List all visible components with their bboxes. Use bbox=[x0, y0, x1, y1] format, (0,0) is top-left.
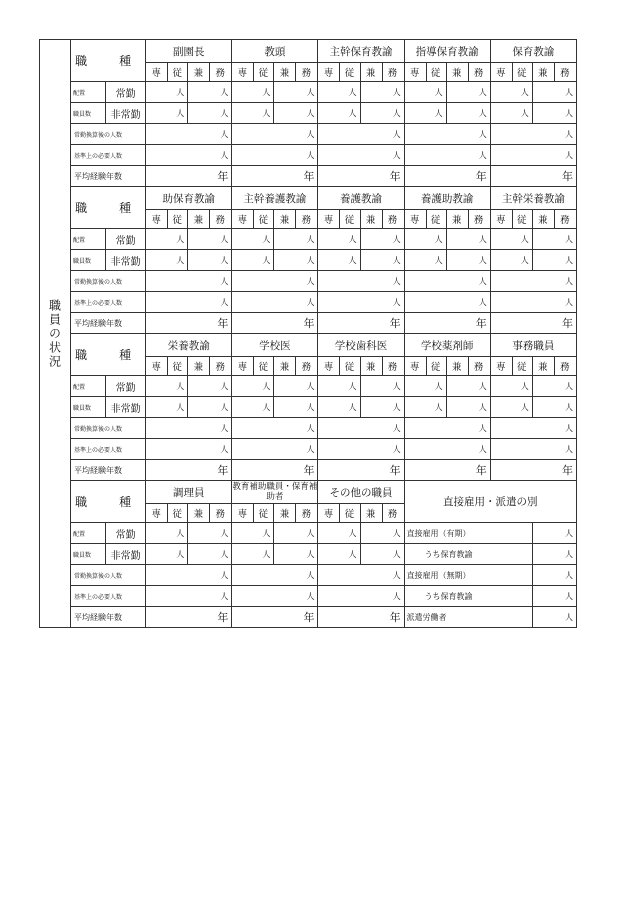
sub-header-sen: 専 bbox=[146, 504, 168, 523]
row-label-full-time: 常勤 bbox=[106, 82, 146, 103]
full-time-concurrent[interactable]: 人 bbox=[532, 376, 576, 397]
avg-years-value[interactable]: 年 bbox=[146, 166, 232, 187]
direct-employment-value[interactable]: 人 bbox=[532, 523, 576, 544]
required-value[interactable]: 人 bbox=[490, 292, 576, 313]
required-value[interactable]: 人 bbox=[232, 145, 318, 166]
staff-status-table bbox=[39, 39, 577, 628]
fte-value[interactable]: 人 bbox=[146, 271, 232, 292]
part-time-dedicated[interactable]: 人 bbox=[146, 103, 188, 124]
direct-employment-label: うち保育教諭 bbox=[404, 544, 532, 565]
sub-header-sen: 専 bbox=[146, 210, 168, 229]
fte-value[interactable]: 人 bbox=[318, 565, 404, 586]
avg-years-value[interactable]: 年 bbox=[232, 607, 318, 628]
sub-header-mu: 務 bbox=[468, 210, 490, 229]
sub-header-ken: 兼 bbox=[188, 210, 210, 229]
sub-header-ken: 兼 bbox=[360, 210, 382, 229]
sub-header-sen: 専 bbox=[404, 357, 426, 376]
sub-header-mu: 務 bbox=[210, 357, 232, 376]
row-label-part-time: 非常勤 bbox=[106, 544, 146, 565]
full-time-concurrent[interactable]: 人 bbox=[274, 523, 318, 544]
part-time-dedicated[interactable]: 人 bbox=[146, 250, 188, 271]
fte-value[interactable]: 人 bbox=[232, 565, 318, 586]
sub-header-sen: 専 bbox=[232, 357, 254, 376]
fte-value[interactable]: 人 bbox=[232, 271, 318, 292]
sub-header-mu: 務 bbox=[554, 357, 576, 376]
position-header: その他の職員 bbox=[318, 481, 404, 504]
fte-value[interactable]: 人 bbox=[146, 565, 232, 586]
required-value[interactable]: 人 bbox=[146, 292, 232, 313]
full-time-concurrent[interactable]: 人 bbox=[274, 229, 318, 250]
fte-value[interactable]: 人 bbox=[490, 124, 576, 145]
sub-header-ken: 兼 bbox=[188, 504, 210, 523]
sub-header-mu: 務 bbox=[554, 210, 576, 229]
part-time-concurrent[interactable]: 人 bbox=[360, 397, 404, 418]
row-label-full-time: 常勤 bbox=[106, 523, 146, 544]
required-value[interactable]: 人 bbox=[318, 145, 404, 166]
part-time-dedicated[interactable]: 人 bbox=[318, 103, 360, 124]
sub-header-ken: 兼 bbox=[274, 210, 296, 229]
sub-header-ken: 兼 bbox=[360, 63, 382, 82]
job-type-label: 職 種 bbox=[71, 481, 146, 523]
part-time-concurrent[interactable]: 人 bbox=[188, 544, 232, 565]
fte-value[interactable]: 人 bbox=[318, 271, 404, 292]
full-time-dedicated[interactable]: 人 bbox=[146, 376, 188, 397]
position-header: 養護教諭 bbox=[318, 187, 404, 210]
sub-header-ken: 兼 bbox=[274, 504, 296, 523]
sub-header-mu: 務 bbox=[210, 63, 232, 82]
sub-header-ju: 従 bbox=[426, 210, 446, 229]
fte-value[interactable]: 人 bbox=[146, 418, 232, 439]
row-label-required: 基準上の必要人数 bbox=[71, 586, 146, 607]
avg-years-value[interactable]: 年 bbox=[318, 313, 404, 334]
part-time-dedicated[interactable]: 人 bbox=[146, 397, 188, 418]
part-time-concurrent[interactable]: 人 bbox=[532, 397, 576, 418]
avg-years-value[interactable]: 年 bbox=[232, 166, 318, 187]
row-label-fte: 常勤換算後の人数 bbox=[71, 418, 146, 439]
row-label-part-time: 非常勤 bbox=[106, 103, 146, 124]
required-value[interactable]: 人 bbox=[146, 145, 232, 166]
sub-header-ju: 従 bbox=[254, 63, 274, 82]
sub-header-mu: 務 bbox=[296, 210, 318, 229]
part-time-concurrent[interactable]: 人 bbox=[188, 103, 232, 124]
full-time-concurrent[interactable]: 人 bbox=[188, 229, 232, 250]
full-time-concurrent[interactable]: 人 bbox=[446, 82, 490, 103]
part-time-concurrent[interactable]: 人 bbox=[360, 544, 404, 565]
part-time-dedicated[interactable]: 人 bbox=[404, 250, 446, 271]
part-time-concurrent[interactable]: 人 bbox=[532, 250, 576, 271]
avg-years-value[interactable]: 年 bbox=[318, 166, 404, 187]
avg-years-value[interactable]: 年 bbox=[490, 313, 576, 334]
part-time-dedicated[interactable]: 人 bbox=[490, 250, 532, 271]
required-value[interactable]: 人 bbox=[318, 586, 404, 607]
part-time-dedicated[interactable]: 人 bbox=[318, 544, 360, 565]
position-header: 主幹保育教諭 bbox=[318, 40, 404, 63]
full-time-dedicated[interactable]: 人 bbox=[404, 82, 446, 103]
required-value[interactable]: 人 bbox=[232, 292, 318, 313]
avg-years-value[interactable]: 年 bbox=[318, 460, 404, 481]
part-time-dedicated[interactable]: 人 bbox=[404, 103, 446, 124]
position-header: 教頭 bbox=[232, 40, 318, 63]
avg-years-value[interactable]: 年 bbox=[404, 313, 490, 334]
sub-header-ju: 従 bbox=[340, 210, 360, 229]
avg-years-value[interactable]: 年 bbox=[404, 460, 490, 481]
part-time-concurrent[interactable]: 人 bbox=[360, 250, 404, 271]
part-time-dedicated[interactable]: 人 bbox=[232, 250, 274, 271]
avg-years-value[interactable]: 年 bbox=[232, 313, 318, 334]
required-value[interactable]: 人 bbox=[232, 439, 318, 460]
sub-header-ken: 兼 bbox=[532, 210, 554, 229]
sub-header-sen: 専 bbox=[232, 210, 254, 229]
sub-header-ken: 兼 bbox=[188, 357, 210, 376]
row-label-fte: 常勤換算後の人数 bbox=[71, 271, 146, 292]
staff-count-label-haichi: 配置 bbox=[71, 376, 106, 397]
staff-count-label: 職員数 bbox=[71, 250, 106, 271]
job-type-label: 職 種 bbox=[71, 40, 146, 82]
job-type-label: 職 種 bbox=[71, 187, 146, 229]
staff-count-label-haichi: 配置 bbox=[71, 229, 106, 250]
full-time-dedicated[interactable]: 人 bbox=[318, 82, 360, 103]
row-label-required: 基準上の必要人数 bbox=[71, 145, 146, 166]
sub-header-ju: 従 bbox=[254, 357, 274, 376]
staff-count-label-haichi: 配置 bbox=[71, 82, 106, 103]
staff-count-label: 職員数 bbox=[71, 103, 106, 124]
fte-value[interactable]: 人 bbox=[232, 418, 318, 439]
sub-header-ju: 従 bbox=[512, 357, 532, 376]
sub-header-ju: 従 bbox=[426, 357, 446, 376]
part-time-concurrent[interactable]: 人 bbox=[532, 103, 576, 124]
required-value[interactable]: 人 bbox=[318, 292, 404, 313]
sub-header-sen: 専 bbox=[318, 63, 340, 82]
full-time-dedicated[interactable]: 人 bbox=[232, 229, 274, 250]
avg-years-value[interactable]: 年 bbox=[232, 460, 318, 481]
full-time-concurrent[interactable]: 人 bbox=[532, 82, 576, 103]
section-label: 職員の状況 bbox=[40, 40, 71, 628]
row-label-avg-years: 平均経験年数 bbox=[71, 607, 146, 628]
sub-header-mu: 務 bbox=[296, 357, 318, 376]
sub-header-mu: 務 bbox=[554, 63, 576, 82]
avg-years-value[interactable]: 年 bbox=[146, 460, 232, 481]
part-time-concurrent[interactable]: 人 bbox=[188, 250, 232, 271]
required-value[interactable]: 人 bbox=[490, 145, 576, 166]
part-time-dedicated[interactable]: 人 bbox=[404, 397, 446, 418]
part-time-concurrent[interactable]: 人 bbox=[446, 103, 490, 124]
sub-header-ken: 兼 bbox=[188, 63, 210, 82]
fte-value[interactable]: 人 bbox=[490, 418, 576, 439]
part-time-concurrent[interactable]: 人 bbox=[274, 544, 318, 565]
full-time-dedicated[interactable]: 人 bbox=[146, 523, 188, 544]
required-value[interactable]: 人 bbox=[404, 145, 490, 166]
sub-header-mu: 務 bbox=[468, 357, 490, 376]
fte-value[interactable]: 人 bbox=[318, 418, 404, 439]
required-value[interactable]: 人 bbox=[146, 439, 232, 460]
sub-header-sen: 専 bbox=[232, 63, 254, 82]
sub-header-mu: 務 bbox=[382, 357, 404, 376]
required-value[interactable]: 人 bbox=[232, 586, 318, 607]
sub-header-ken: 兼 bbox=[360, 504, 382, 523]
direct-employment-label: 直接雇用（有期） bbox=[404, 523, 532, 544]
sub-header-mu: 務 bbox=[468, 63, 490, 82]
position-header: 学校医 bbox=[232, 334, 318, 357]
full-time-concurrent[interactable]: 人 bbox=[188, 82, 232, 103]
position-header: 主幹養護教諭 bbox=[232, 187, 318, 210]
full-time-concurrent[interactable]: 人 bbox=[360, 229, 404, 250]
sub-header-ken: 兼 bbox=[532, 63, 554, 82]
sub-header-ju: 従 bbox=[340, 63, 360, 82]
sub-header-sen: 専 bbox=[318, 210, 340, 229]
fte-value[interactable]: 人 bbox=[318, 124, 404, 145]
sub-header-sen: 専 bbox=[318, 357, 340, 376]
full-time-dedicated[interactable]: 人 bbox=[232, 82, 274, 103]
sub-header-mu: 務 bbox=[296, 504, 318, 523]
position-header: 学校薬剤師 bbox=[404, 334, 490, 357]
full-time-dedicated[interactable]: 人 bbox=[232, 523, 274, 544]
row-label-full-time: 常勤 bbox=[106, 229, 146, 250]
full-time-dedicated[interactable]: 人 bbox=[318, 229, 360, 250]
position-header: 指導保育教諭 bbox=[404, 40, 490, 63]
sub-header-ken: 兼 bbox=[446, 210, 468, 229]
sub-header-sen: 専 bbox=[404, 210, 426, 229]
full-time-dedicated[interactable]: 人 bbox=[146, 82, 188, 103]
sub-header-mu: 務 bbox=[382, 63, 404, 82]
full-time-concurrent[interactable]: 人 bbox=[360, 82, 404, 103]
staff-count-label: 職員数 bbox=[71, 544, 106, 565]
sub-header-mu: 務 bbox=[296, 63, 318, 82]
sub-header-sen: 専 bbox=[404, 63, 426, 82]
row-label-required: 基準上の必要人数 bbox=[71, 439, 146, 460]
full-time-dedicated[interactable]: 人 bbox=[232, 376, 274, 397]
full-time-dedicated[interactable]: 人 bbox=[490, 376, 532, 397]
avg-years-value[interactable]: 年 bbox=[490, 166, 576, 187]
row-label-part-time: 非常勤 bbox=[106, 250, 146, 271]
sub-header-sen: 専 bbox=[232, 504, 254, 523]
avg-years-value[interactable]: 年 bbox=[404, 166, 490, 187]
sub-header-ken: 兼 bbox=[446, 357, 468, 376]
row-label-avg-years: 平均経験年数 bbox=[71, 313, 146, 334]
avg-years-value[interactable]: 年 bbox=[318, 607, 404, 628]
sub-header-mu: 務 bbox=[210, 210, 232, 229]
full-time-dedicated[interactable]: 人 bbox=[404, 376, 446, 397]
fte-value[interactable]: 人 bbox=[490, 271, 576, 292]
full-time-concurrent[interactable]: 人 bbox=[274, 376, 318, 397]
required-value[interactable]: 人 bbox=[146, 586, 232, 607]
sub-header-ju: 従 bbox=[168, 63, 188, 82]
required-value[interactable]: 人 bbox=[318, 439, 404, 460]
sub-header-sen: 専 bbox=[490, 63, 512, 82]
required-value[interactable]: 人 bbox=[490, 439, 576, 460]
full-time-concurrent[interactable]: 人 bbox=[274, 82, 318, 103]
row-label-full-time: 常勤 bbox=[106, 376, 146, 397]
avg-years-value[interactable]: 年 bbox=[490, 460, 576, 481]
part-time-dedicated[interactable]: 人 bbox=[232, 103, 274, 124]
full-time-concurrent[interactable]: 人 bbox=[446, 229, 490, 250]
position-header: 主幹栄養教諭 bbox=[490, 187, 576, 210]
sub-header-ju: 従 bbox=[512, 63, 532, 82]
row-label-avg-years: 平均経験年数 bbox=[71, 460, 146, 481]
direct-employment-value[interactable]: 人 bbox=[532, 565, 576, 586]
required-value[interactable]: 人 bbox=[404, 439, 490, 460]
sub-header-ken: 兼 bbox=[274, 63, 296, 82]
position-header: 養護助教諭 bbox=[404, 187, 490, 210]
sub-header-sen: 専 bbox=[318, 504, 340, 523]
part-time-dedicated[interactable]: 人 bbox=[146, 544, 188, 565]
position-header: 調理員 bbox=[146, 481, 232, 504]
position-header: 保育教諭 bbox=[490, 40, 576, 63]
full-time-dedicated[interactable]: 人 bbox=[318, 523, 360, 544]
part-time-concurrent[interactable]: 人 bbox=[360, 103, 404, 124]
fte-value[interactable]: 人 bbox=[404, 271, 490, 292]
avg-years-value[interactable]: 年 bbox=[146, 313, 232, 334]
sub-header-sen: 専 bbox=[146, 63, 168, 82]
full-time-concurrent[interactable]: 人 bbox=[532, 229, 576, 250]
direct-dispatch-header: 直接雇用・派遣の別 bbox=[404, 481, 576, 523]
sub-header-ju: 従 bbox=[168, 504, 188, 523]
direct-employment-value[interactable]: 人 bbox=[532, 544, 576, 565]
full-time-dedicated[interactable]: 人 bbox=[318, 376, 360, 397]
full-time-dedicated[interactable]: 人 bbox=[404, 229, 446, 250]
row-label-fte: 常勤換算後の人数 bbox=[71, 124, 146, 145]
part-time-dedicated[interactable]: 人 bbox=[232, 397, 274, 418]
sub-header-mu: 務 bbox=[382, 504, 404, 523]
position-header: 学校歯科医 bbox=[318, 334, 404, 357]
position-header: 助保育教諭 bbox=[146, 187, 232, 210]
sub-header-ken: 兼 bbox=[360, 357, 382, 376]
full-time-dedicated[interactable]: 人 bbox=[490, 82, 532, 103]
sub-header-ju: 従 bbox=[340, 357, 360, 376]
direct-employment-label: 派遣労働者 bbox=[404, 607, 532, 628]
direct-employment-value[interactable]: 人 bbox=[532, 607, 576, 628]
avg-years-value[interactable]: 年 bbox=[146, 607, 232, 628]
row-label-avg-years: 平均経験年数 bbox=[71, 166, 146, 187]
fte-value[interactable]: 人 bbox=[404, 418, 490, 439]
sub-header-ju: 従 bbox=[426, 63, 446, 82]
part-time-concurrent[interactable]: 人 bbox=[274, 250, 318, 271]
required-value[interactable]: 人 bbox=[404, 292, 490, 313]
part-time-dedicated[interactable]: 人 bbox=[490, 397, 532, 418]
part-time-dedicated[interactable]: 人 bbox=[318, 250, 360, 271]
row-label-part-time: 非常勤 bbox=[106, 397, 146, 418]
sub-header-ju: 従 bbox=[254, 210, 274, 229]
sub-header-ken: 兼 bbox=[446, 63, 468, 82]
full-time-dedicated[interactable]: 人 bbox=[146, 229, 188, 250]
sub-header-ju: 従 bbox=[168, 210, 188, 229]
full-time-concurrent[interactable]: 人 bbox=[360, 376, 404, 397]
sub-header-ju: 従 bbox=[512, 210, 532, 229]
full-time-dedicated[interactable]: 人 bbox=[490, 229, 532, 250]
sub-header-ju: 従 bbox=[168, 357, 188, 376]
row-label-required: 基準上の必要人数 bbox=[71, 292, 146, 313]
sub-header-mu: 務 bbox=[382, 210, 404, 229]
position-header: 副園長 bbox=[146, 40, 232, 63]
row-label-fte: 常勤換算後の人数 bbox=[71, 565, 146, 586]
full-time-concurrent[interactable]: 人 bbox=[188, 376, 232, 397]
part-time-concurrent[interactable]: 人 bbox=[274, 103, 318, 124]
position-header: 教育補助職員・保育補助者 bbox=[232, 482, 318, 502]
position-header: 栄養教諭 bbox=[146, 334, 232, 357]
sub-header-ken: 兼 bbox=[532, 357, 554, 376]
part-time-concurrent[interactable]: 人 bbox=[446, 397, 490, 418]
full-time-concurrent[interactable]: 人 bbox=[360, 523, 404, 544]
part-time-dedicated[interactable]: 人 bbox=[232, 544, 274, 565]
direct-employment-value[interactable]: 人 bbox=[532, 586, 576, 607]
part-time-concurrent[interactable]: 人 bbox=[188, 397, 232, 418]
fte-value[interactable]: 人 bbox=[404, 124, 490, 145]
staff-count-label: 職員数 bbox=[71, 397, 106, 418]
sub-header-ju: 従 bbox=[340, 504, 360, 523]
full-time-concurrent[interactable]: 人 bbox=[446, 376, 490, 397]
full-time-concurrent[interactable]: 人 bbox=[188, 523, 232, 544]
fte-value[interactable]: 人 bbox=[232, 124, 318, 145]
sub-header-ju: 従 bbox=[254, 504, 274, 523]
part-time-dedicated[interactable]: 人 bbox=[490, 103, 532, 124]
direct-employment-label: 直接雇用（無期） bbox=[404, 565, 532, 586]
sub-header-mu: 務 bbox=[210, 504, 232, 523]
job-type-label: 職 種 bbox=[71, 334, 146, 376]
sub-header-sen: 専 bbox=[490, 210, 512, 229]
part-time-concurrent[interactable]: 人 bbox=[274, 397, 318, 418]
part-time-dedicated[interactable]: 人 bbox=[318, 397, 360, 418]
position-header: 事務職員 bbox=[490, 334, 576, 357]
direct-employment-label: うち保育教諭 bbox=[404, 586, 532, 607]
part-time-concurrent[interactable]: 人 bbox=[446, 250, 490, 271]
staff-count-label-haichi: 配置 bbox=[71, 523, 106, 544]
sub-header-sen: 専 bbox=[490, 357, 512, 376]
sub-header-sen: 専 bbox=[146, 357, 168, 376]
fte-value[interactable]: 人 bbox=[146, 124, 232, 145]
sub-header-ken: 兼 bbox=[274, 357, 296, 376]
